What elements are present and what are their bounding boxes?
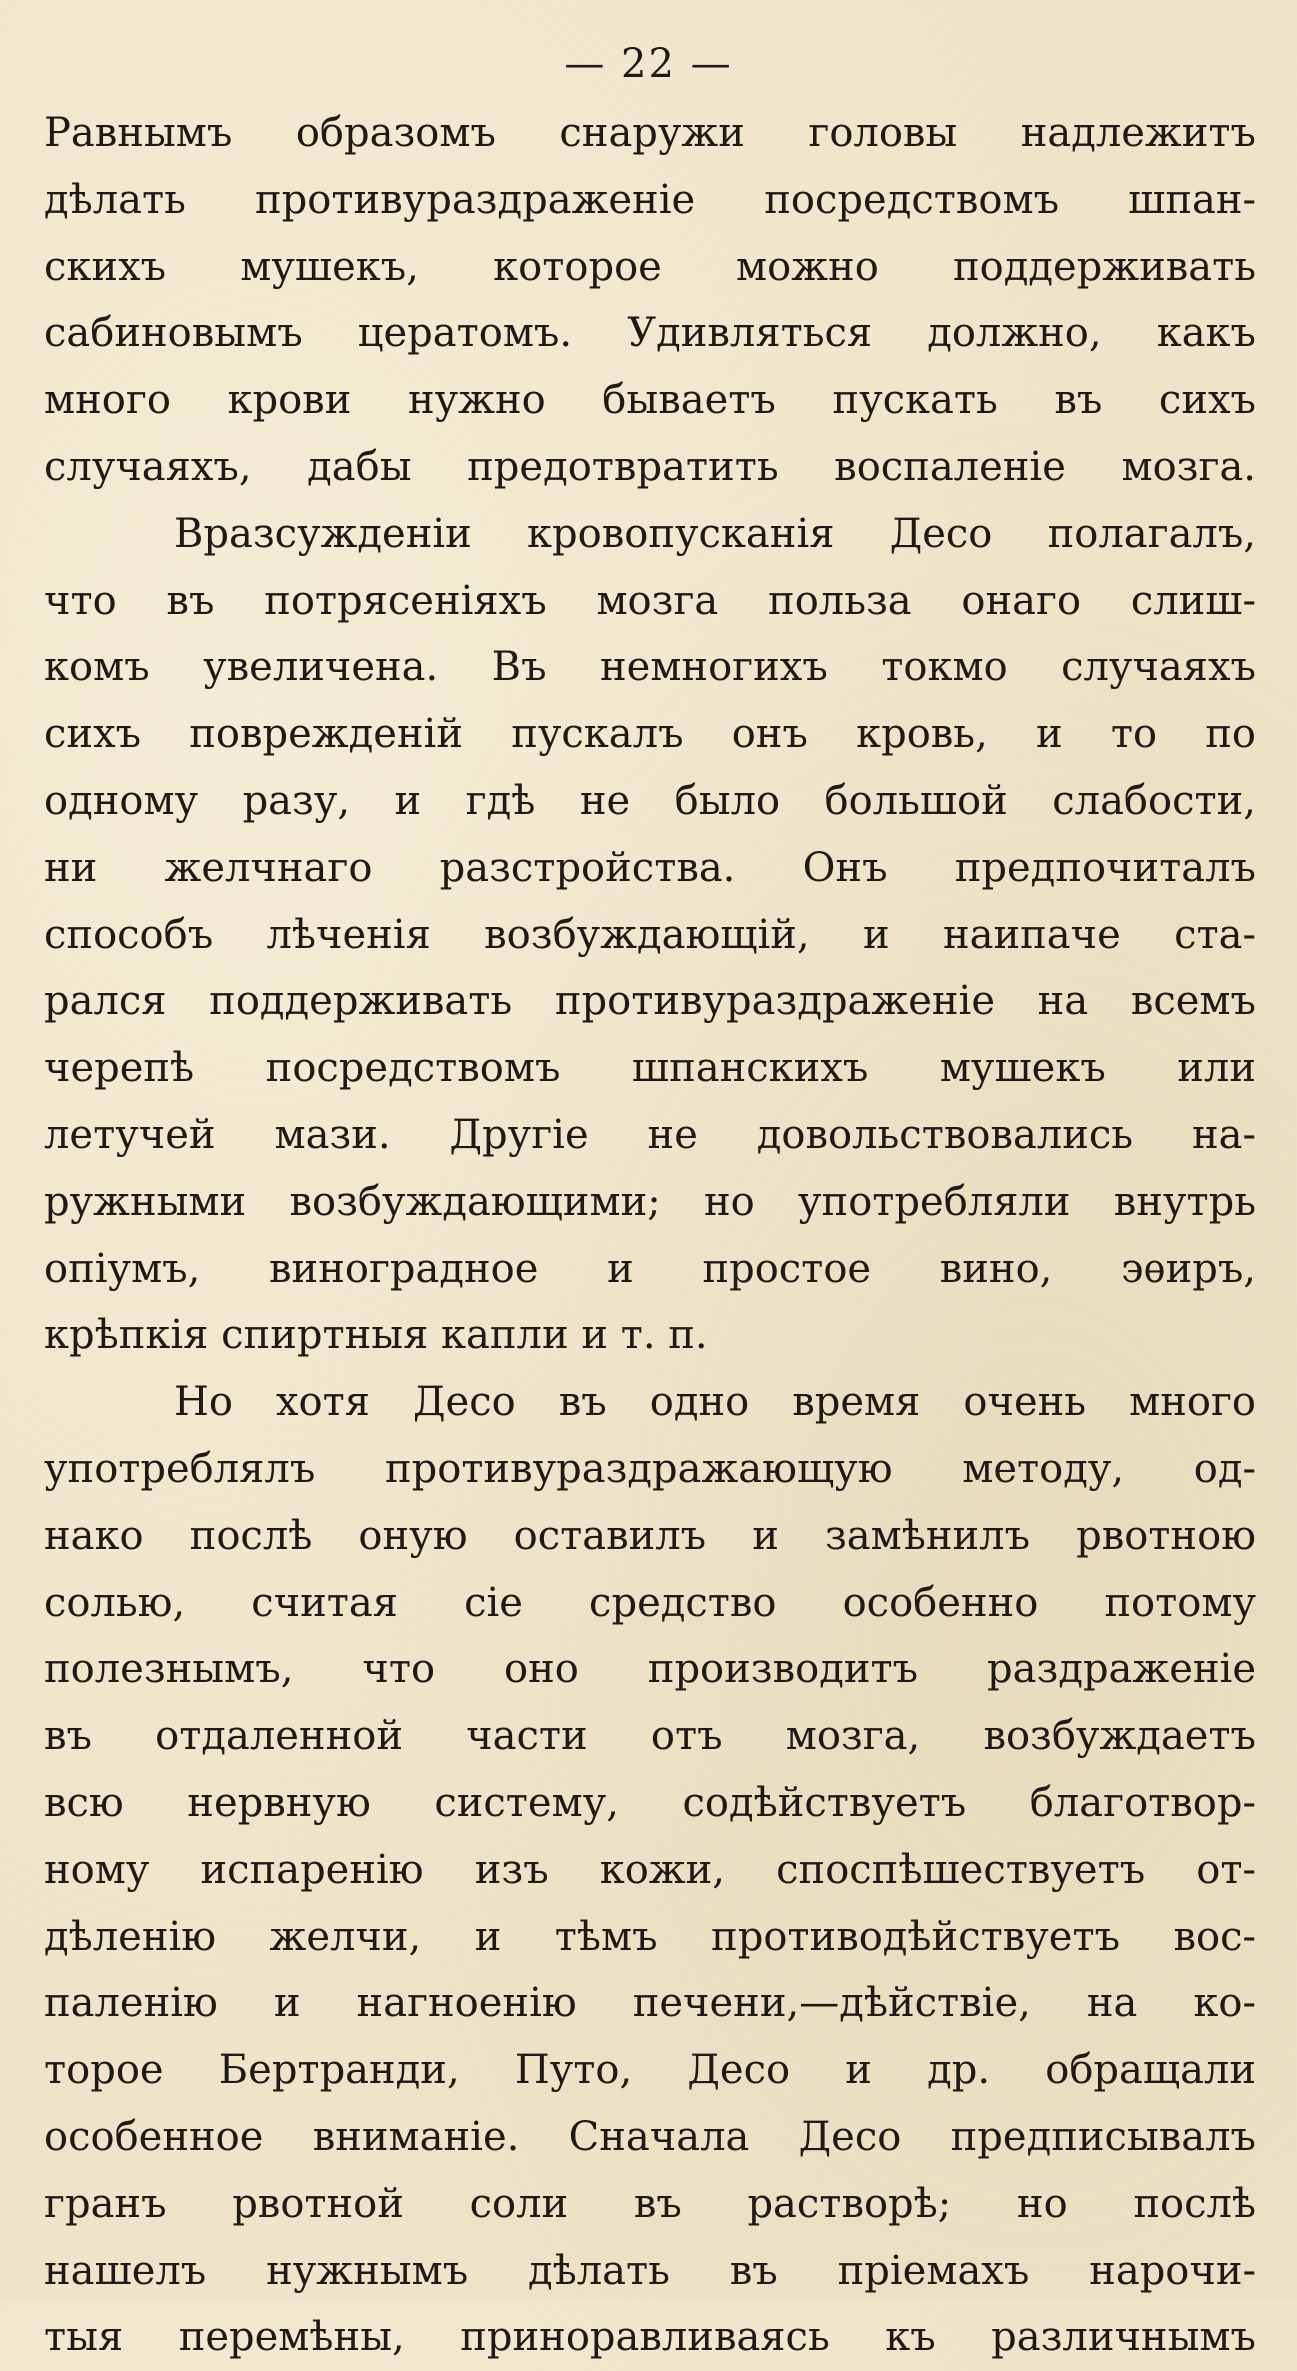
text-line: одному разу, и гдѣ не было большой слабости, bbox=[44, 777, 1256, 824]
text-line: Но хотя Десо въ одно время очень много bbox=[174, 1379, 1256, 1426]
text-line: комъ увеличена. Въ немногихъ токмо случаяхъ bbox=[44, 644, 1256, 691]
text-line: полезнымъ, что оно производитъ раздраженіе bbox=[44, 1646, 1256, 1693]
text-line: дѣленію желчи, и тѣмъ противодѣйствуетъ вос- bbox=[44, 1913, 1256, 1960]
text-line: сабиновымъ цератомъ. Удивляться должно, какъ bbox=[44, 310, 1256, 357]
text-line: солью, считая сіе средство особенно потому bbox=[44, 1579, 1256, 1626]
text-line: Вразсужденіи кровопусканія Десо полагалъ, bbox=[174, 510, 1256, 557]
text-line: въ отдаленной части отъ мозга, возбуждаетъ bbox=[44, 1713, 1256, 1760]
text-line: черепѣ посредствомъ шпанскихъ мушекъ или bbox=[44, 1045, 1256, 1092]
text-line: ружными возбуждающими; но употребляли внутрь bbox=[44, 1178, 1256, 1225]
text-line: тыя перемѣны, приноравливаясь къ различнымъ bbox=[44, 2314, 1256, 2361]
text-line: нако послѣ оную оставилъ и замѣнилъ рвотною bbox=[44, 1512, 1256, 1559]
text-line: нашелъ нужнымъ дѣлать въ пріемахъ нарочи- bbox=[44, 2247, 1256, 2294]
text-line: всю нервную систему, содѣйствуетъ благотвор- bbox=[44, 1779, 1256, 1826]
text-line: употреблялъ противураздражающую методу, од- bbox=[44, 1445, 1256, 1492]
text-line: что въ потрясеніяхъ мозга польза онаго слиш- bbox=[44, 577, 1256, 624]
body-text bbox=[44, 100, 1256, 2371]
text-line: летучей мази. Другіе не довольствовались на- bbox=[44, 1111, 1256, 1158]
text-line: способъ лѣченія возбуждающій, и наипаче ста- bbox=[44, 911, 1256, 958]
text-line: рался поддерживать противураздраженіе на всемъ bbox=[44, 978, 1256, 1025]
text-line: особенное вниманіе. Сначала Десо предписывалъ bbox=[44, 2113, 1256, 2160]
text-line: опіумъ, виноградное и простое вино, эѳиръ, bbox=[44, 1245, 1256, 1292]
text-line: паленію и нагноенію печени,—дѣйствіе, на ко- bbox=[44, 1980, 1256, 2027]
text-line: ному испаренію изъ кожи, споспѣшествуетъ от- bbox=[44, 1846, 1256, 1893]
text-line: ни желчнаго разстройства. Онъ предпочиталъ bbox=[44, 844, 1256, 891]
text-line: сихъ поврежденій пускалъ онъ кровь, и то по bbox=[44, 711, 1256, 758]
text-line: торое Бертранди, Путо, Десо и др. обращали bbox=[44, 2047, 1256, 2094]
text-line: случаяхъ, дабы предотвратить воспаленіе мозга. bbox=[44, 443, 1256, 490]
text-line: дѣлать противураздраженіе посредствомъ шпан- bbox=[44, 176, 1256, 223]
text-line: крѣпкія спиртныя капли и т. п. bbox=[44, 1312, 708, 1359]
text-line: много крови нужно бываетъ пускать въ сихъ bbox=[44, 377, 1256, 424]
text-line: скихъ мушекъ, которое можно поддерживать bbox=[44, 243, 1256, 290]
text-line: Равнымъ образомъ снаружи головы надлежитъ bbox=[44, 110, 1256, 156]
text-line: гранъ рвотной соли въ растворѣ; но послѣ bbox=[44, 2180, 1256, 2227]
page-number: — 22 — bbox=[564, 41, 733, 87]
